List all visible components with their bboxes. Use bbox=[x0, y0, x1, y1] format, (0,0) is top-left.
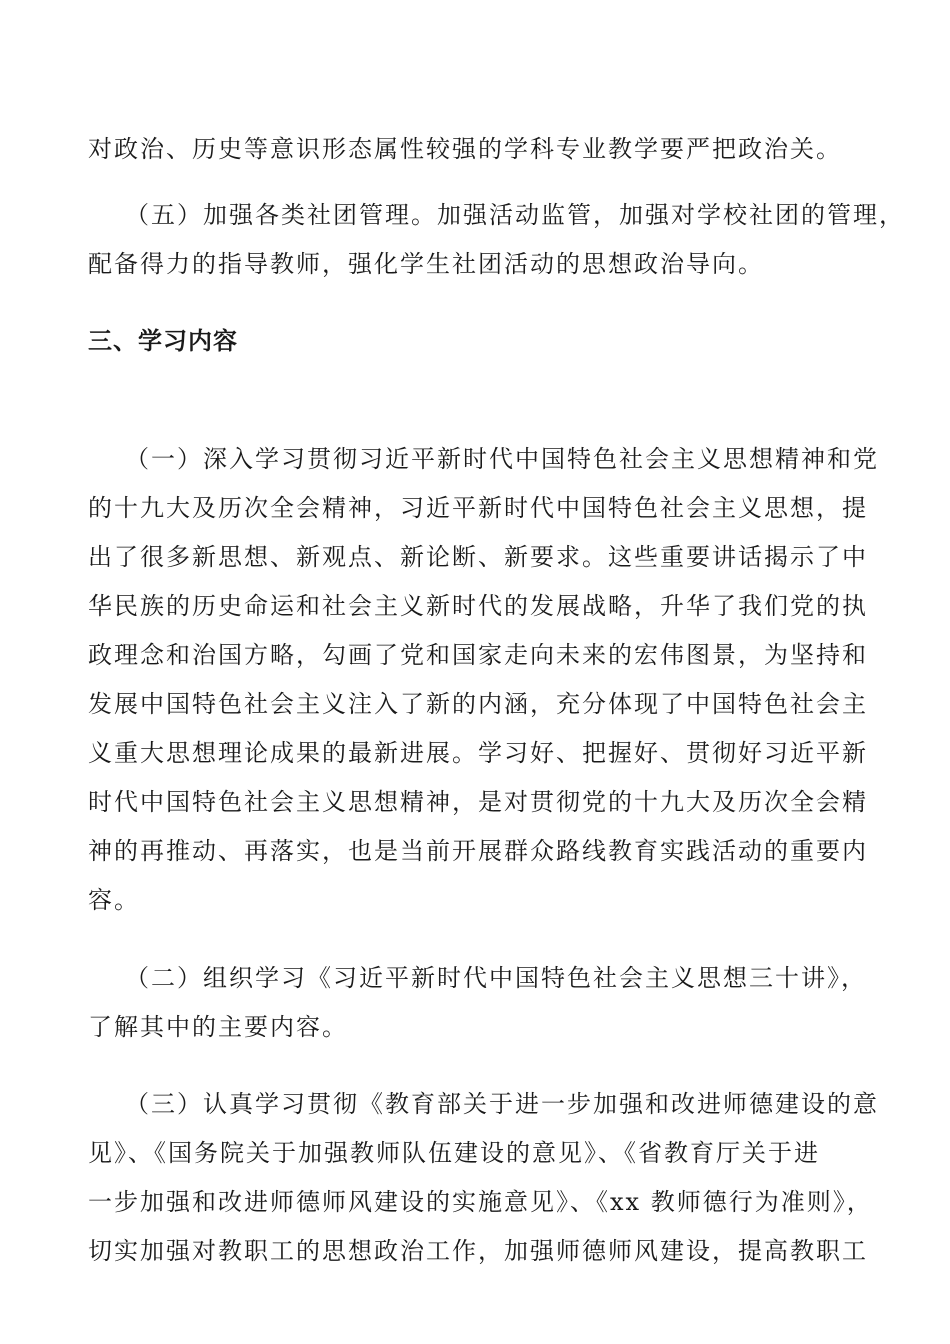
paragraph-line: 对政治、历史等意识形态属性较强的学科专业教学要严把政治关。 bbox=[88, 135, 842, 163]
paragraph-line: 政理念和治国方略，勾画了党和国家走向未来的宏伟图景，为坚持和 bbox=[88, 641, 868, 669]
paragraph-line: 切实加强对教职工的思想政治工作，加强师德师风建设，提高教职工 bbox=[88, 1237, 868, 1265]
paragraph-line: （一）深入学习贯彻习近平新时代中国特色社会主义思想精神和党 bbox=[125, 445, 879, 473]
paragraph-line: 了解其中的主要内容。 bbox=[88, 1013, 348, 1041]
paragraph-line: 发展中国特色社会主义注入了新的内涵，充分体现了中国特色社会主 bbox=[88, 690, 868, 718]
paragraph-line: 见》、《国务院关于加强教师队伍建设的意见》、《省教育厅关于进 bbox=[88, 1139, 820, 1167]
paragraph-line: 神的再推动、再落实，也是当前开展群众路线教育实践活动的重要内 bbox=[88, 837, 868, 865]
paragraph-line: （三）认真学习贯彻《教育部关于进一步加强和改进师德建设的意 bbox=[125, 1090, 879, 1118]
paragraph-line: 的十九大及历次全会精神，习近平新时代中国特色社会主义思想，提 bbox=[88, 494, 868, 522]
paragraph-line: 配备得力的指导教师，强化学生社团活动的思想政治导向。 bbox=[88, 250, 764, 278]
paragraph-line: 一步加强和改进师德师风建设的实施意见》、《xx 教师德行为准则》， bbox=[88, 1188, 873, 1216]
section-heading: 三、学习内容 bbox=[88, 327, 238, 355]
paragraph-line: 时代中国特色社会主义思想精神，是对贯彻党的十九大及历次全会精 bbox=[88, 788, 868, 816]
paragraph-line: 华民族的历史命运和社会主义新时代的发展战略，升华了我们党的执 bbox=[88, 592, 868, 620]
paragraph-line: 出了很多新思想、新观点、新论断、新要求。这些重要讲话揭示了中 bbox=[88, 543, 868, 571]
paragraph-line: 容。 bbox=[88, 886, 140, 914]
paragraph-line: （二）组织学习《习近平新时代中国特色社会主义思想三十讲》， bbox=[125, 964, 867, 992]
paragraph-line: （五）加强各类社团管理。加强活动监管，加强对学校社团的管理， bbox=[125, 201, 905, 229]
paragraph-line: 义重大思想理论成果的最新进展。学习好、把握好、贯彻好习近平新 bbox=[88, 739, 868, 767]
